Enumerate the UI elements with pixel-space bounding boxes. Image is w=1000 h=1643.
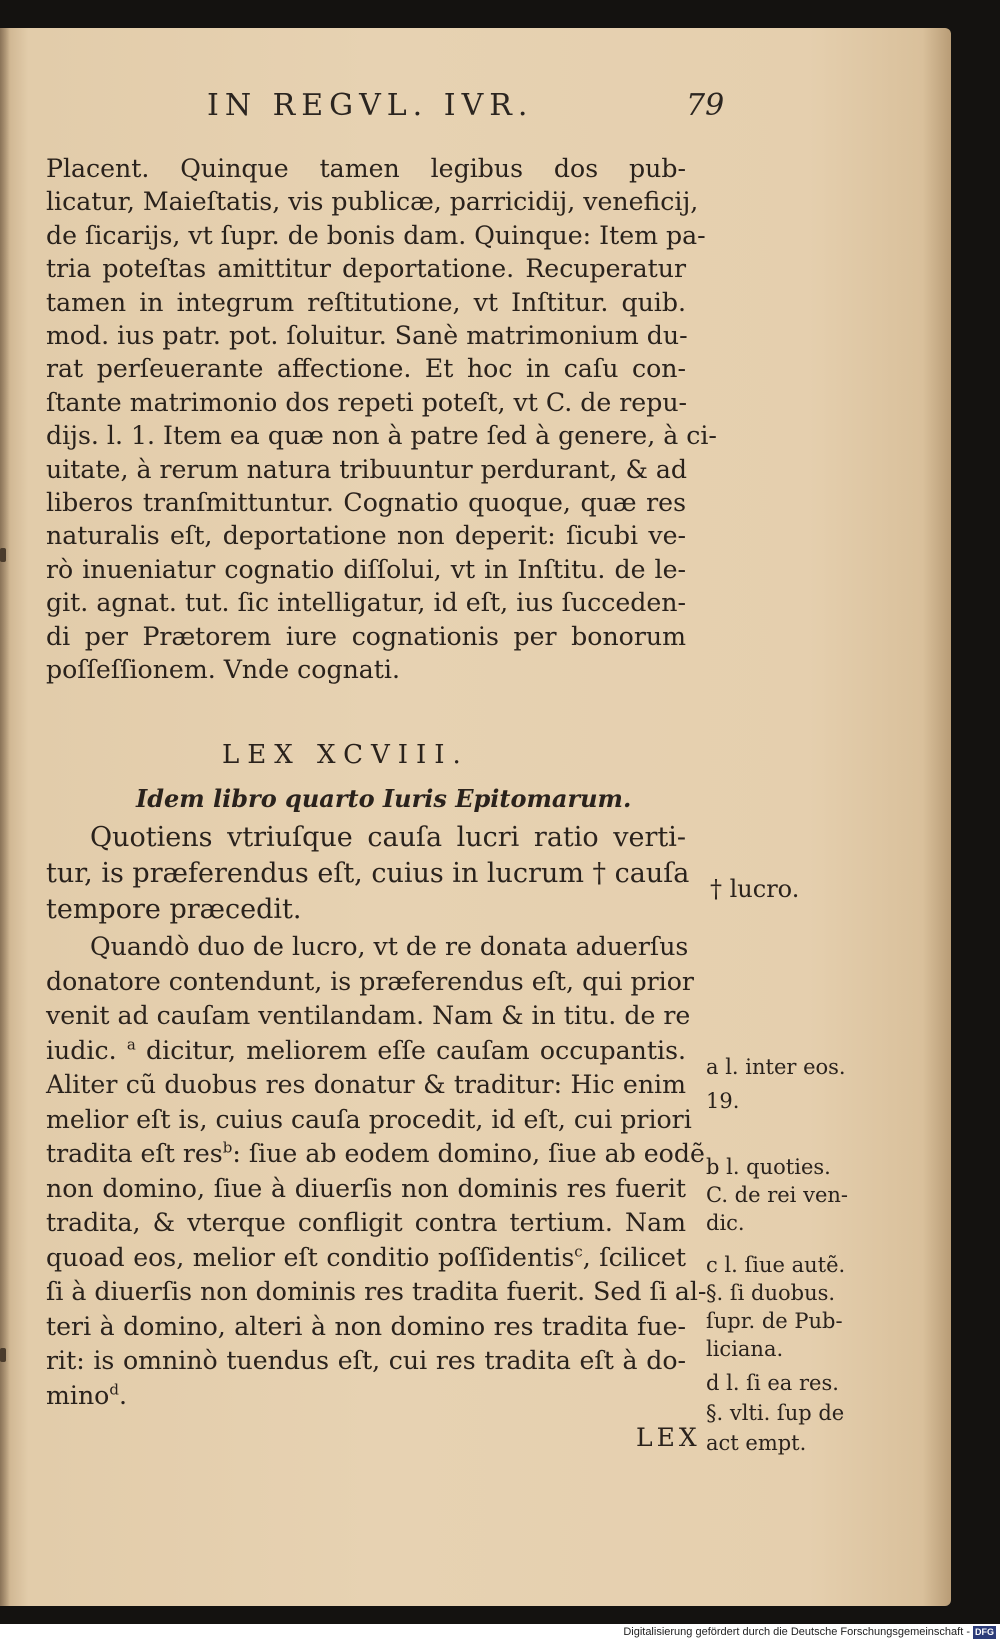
margin-note: 19.: [706, 1089, 740, 1113]
margin-note: §. ſi duobus.: [706, 1281, 836, 1305]
digitization-footer: [0, 1624, 1000, 1643]
text-line: Quotiens vtriuſque cauſa lucri ratio verti-: [90, 822, 686, 853]
running-head: [0, 88, 951, 138]
text-line: di per Prætorem iure cognationis per bonorum: [46, 621, 686, 651]
text-line: quoad eos, melior eſt conditio poſſidentis$^c$, ſcilicet: [46, 1242, 686, 1272]
text-line: tria poteſtas amittitur deportatione. Recuperatur: [46, 254, 686, 284]
text-line: teri à domino, alteri à non domino res tradita fue-: [46, 1311, 686, 1341]
text-line: tempore præcedit.: [46, 894, 302, 925]
text-line: Quandò duo de lucro, vt de re donata aduerſus: [90, 932, 689, 961]
text-line: venit ad cauſam ventilandam. Nam & in titu. de re: [46, 1001, 691, 1030]
dfg-logo: DFG: [975, 1627, 994, 1637]
folio-number: 79: [686, 88, 725, 123]
margin-note: §. vlti. ſup de: [706, 1401, 845, 1425]
rule-text: [46, 820, 690, 928]
text-line: mino$^d$.: [46, 1380, 127, 1410]
text-line: uitate, à rerum natura tribuuntur perdurant, & ad: [46, 454, 688, 484]
text-line: dijs. l. 1. Item ea quæ non à patre ſed à genere, à ci-: [46, 421, 717, 451]
text-line: iudic. $^a$ dicitur, meliorem eſſe cauſam occupantis.: [46, 1035, 687, 1065]
text-line: poſſeſſionem. Vnde cognati.: [46, 655, 400, 685]
funding-credit: Digitalisierung gefördert durch die Deutsche Forschungsgemeinschaft -: [623, 1626, 970, 1638]
margin-note: ſupr. de Pub-: [706, 1309, 843, 1333]
text-line: ſtante matrimonio dos repeti poteſt, vt C. de repu-: [46, 387, 688, 417]
margin-note: c l. ſiue autẽ.: [706, 1253, 846, 1277]
margin-note: dic.: [706, 1211, 745, 1235]
text-line: donatore contendunt, is præferendus eſt, qui prior: [46, 966, 694, 996]
margin-note: † lucro.: [710, 875, 800, 903]
text-line: ſi à diuerſis non dominis res tradita fuerit. Sed ſi al-: [46, 1277, 707, 1306]
margin-note: liciana.: [706, 1337, 784, 1361]
text-line: naturalis eſt, deportatione non deperit: ſicubi ve-: [46, 521, 686, 551]
text-line: licatur, Maieſtatis, vis publicæ, parricidij, veneficij,: [46, 187, 699, 217]
running-title: IN REGVL. IVR.: [207, 88, 534, 123]
commentary-paragraph: [46, 152, 717, 687]
text-line: melior eſt is, cuius cauſa procedit, id eſt, cui priori: [46, 1104, 692, 1134]
page-gutter-shadow: [0, 28, 10, 1606]
gutter-mark: [0, 1348, 6, 1362]
margin-note: a l. inter eos.: [706, 1055, 846, 1079]
margin-note: act empt.: [706, 1431, 807, 1455]
margin-note: d l. ſi ea res.: [706, 1371, 839, 1395]
note-reference: c: [574, 1242, 583, 1261]
text-line: tradita, & vterque confligit contra tertium. Nam: [46, 1208, 686, 1237]
margin-note: C. de rei ven-: [706, 1183, 848, 1207]
text-line: de ſicarijs, vt ſupr. de bonis dam. Quinque: Item pa-: [46, 220, 706, 250]
catchword: LEX: [636, 1423, 701, 1452]
text-line: tradita eſt res$^b$: ſiue ab eodem domino, ſiue ab eodẽ: [46, 1138, 705, 1168]
note-reference: b: [222, 1138, 233, 1157]
note-reference: a: [126, 1035, 136, 1054]
text-line: Aliter cũ duobus res donatur & traditur: Hic enim: [46, 1070, 686, 1099]
gutter-mark: [0, 548, 6, 562]
note-reference: d: [109, 1380, 119, 1399]
lex-inscription: Idem libro quarto Iuris Epitomarum.: [136, 784, 632, 813]
text-line: rit: is omninò tuendus eſt, cui res tradita eſt à do-: [46, 1346, 686, 1375]
lex-heading: LEX XCVIII.: [222, 740, 469, 770]
text-line: rò inueniatur cognatio diſſolui, vt in Inſtitu. de le-: [46, 554, 686, 584]
gloss-paragraph: [46, 930, 707, 1413]
text-line: git. agnat. tut. ſic intelligatur, id eſt, ius ſucceden-: [46, 588, 686, 618]
text-line: mod. ius patr. pot. ſoluitur. Sanè matrimonium du-: [46, 321, 688, 351]
text-line: non domino, ſiue à diuerſis non dominis res fuerit: [46, 1173, 686, 1203]
text-line: liberos tranſmittuntur. Cognatio quoque, quæ res: [46, 488, 686, 518]
text-line: Placent. Quinque tamen legibus dos pub-: [46, 154, 686, 183]
text-line: tamen in integrum reſtitutione, vt Inſtitur. quib.: [46, 287, 686, 317]
margin-note: b l. quoties.: [706, 1155, 831, 1179]
text-line: rat perſeuerante affectione. Et hoc in caſu con-: [46, 354, 686, 384]
text-line: tur, is præferendus eſt, cuius in lucrum † cauſa: [46, 858, 690, 889]
book-page: [0, 28, 951, 1606]
